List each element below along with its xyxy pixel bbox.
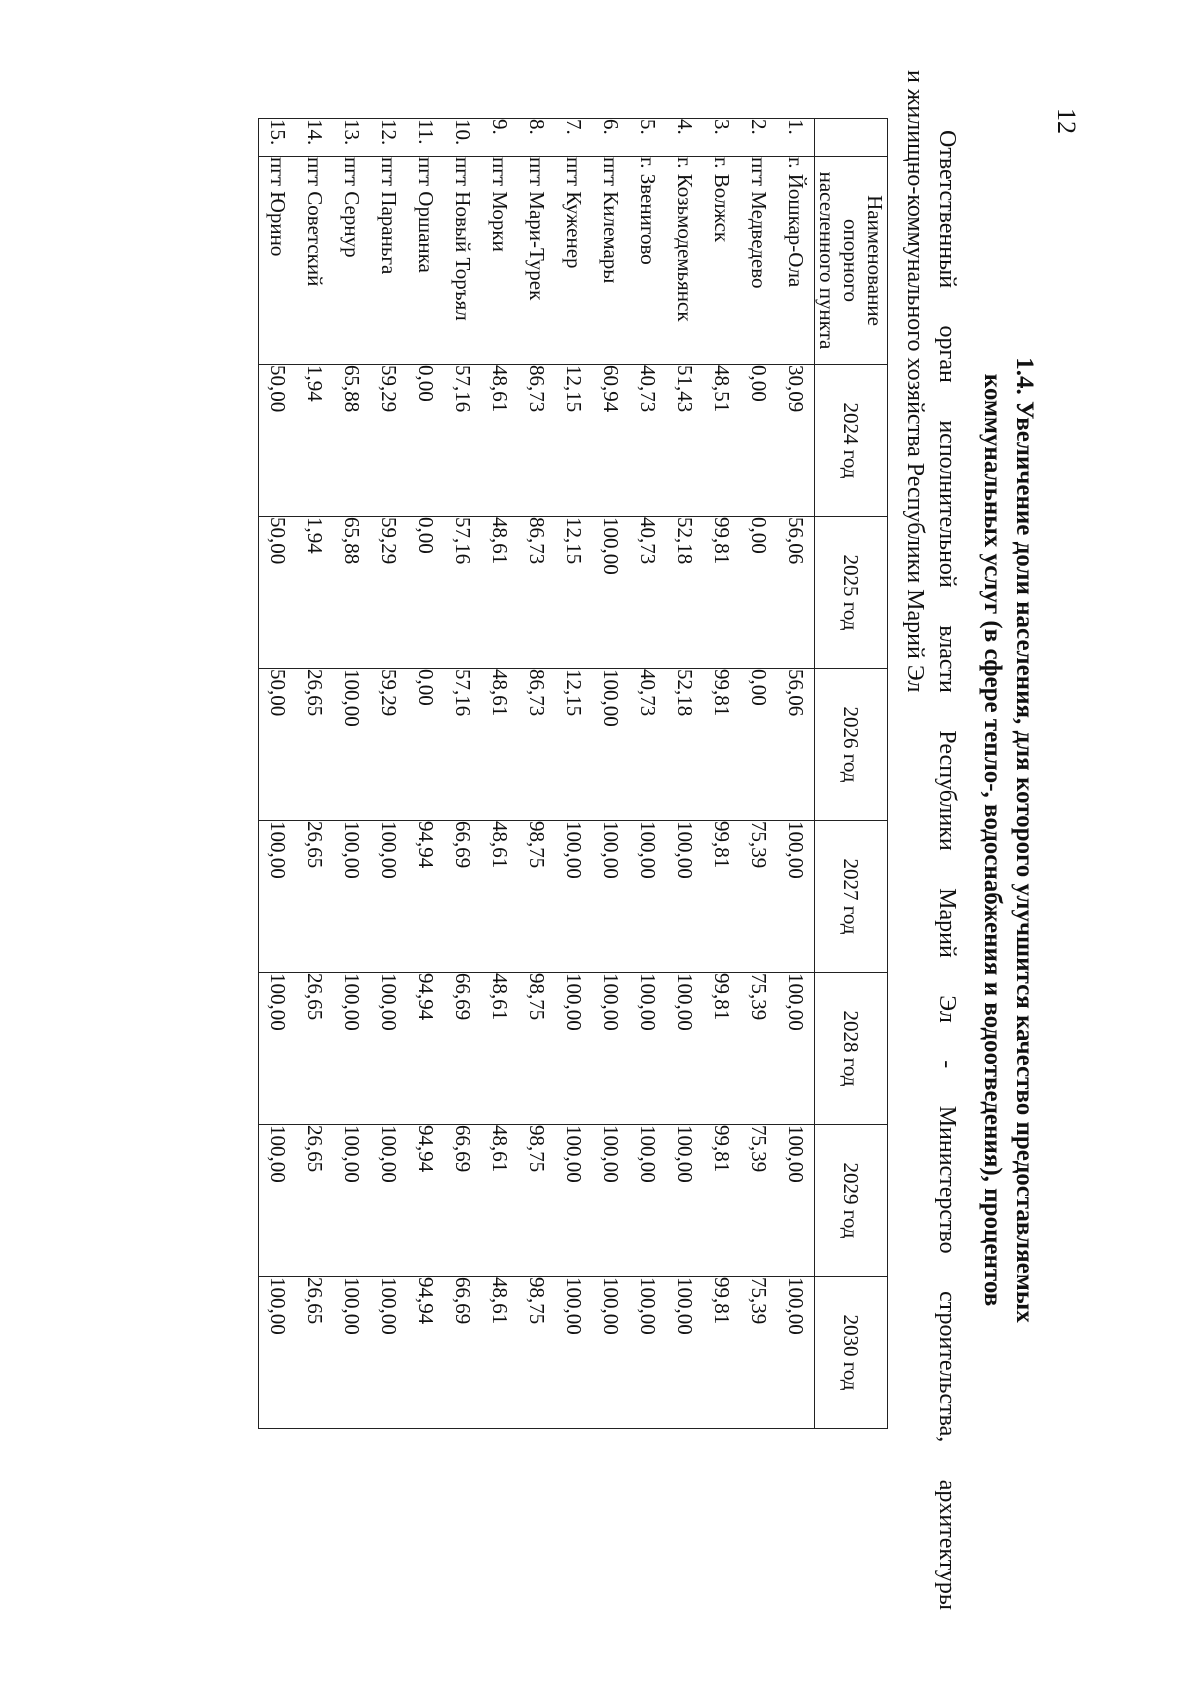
table-row <box>407 119 444 1429</box>
value-cell: 59,29 <box>370 669 407 821</box>
settlement-name: пгт Морки <box>481 157 518 365</box>
table-row <box>555 119 592 1429</box>
value-cell: 0,00 <box>407 365 444 517</box>
table-row <box>444 119 481 1429</box>
value-cell: 56,06 <box>777 517 815 669</box>
settlement-name: пгт Сернур <box>333 157 370 365</box>
value-cell: 100,00 <box>333 973 370 1125</box>
value-cell: 1,94 <box>296 517 333 669</box>
value-cell: 100,00 <box>629 973 666 1125</box>
row-number: 6. <box>592 119 629 157</box>
value-cell: 100,00 <box>592 669 629 821</box>
value-cell: 86,73 <box>518 669 555 821</box>
value-cell: 99,81 <box>703 1277 740 1429</box>
value-cell: 75,39 <box>740 973 777 1125</box>
value-cell: 52,18 <box>666 517 703 669</box>
value-cell: 100,00 <box>259 973 297 1125</box>
value-cell: 57,16 <box>444 669 481 821</box>
settlement-name: пгт Мари-Турек <box>518 157 555 365</box>
value-cell: 86,73 <box>518 517 555 669</box>
value-cell: 1,94 <box>296 365 333 517</box>
value-cell: 26,65 <box>296 1277 333 1429</box>
table-row <box>666 119 703 1429</box>
value-cell: 56,06 <box>777 669 815 821</box>
document-title-line-2: коммунальных услуг (в сфере тепло-, водоснабжения и водоотведения), процентов <box>979 373 1006 1307</box>
value-cell: 48,61 <box>481 1277 518 1429</box>
indicator-table <box>258 118 888 1429</box>
table-row <box>703 119 740 1429</box>
settlement-name: г. Йошкар-Ола <box>777 157 815 365</box>
value-cell: 100,00 <box>592 1125 629 1277</box>
value-cell: 100,00 <box>555 973 592 1125</box>
value-cell: 48,61 <box>481 669 518 821</box>
value-cell: 26,65 <box>296 821 333 973</box>
value-cell: 99,81 <box>703 517 740 669</box>
settlement-name: г. Волжск <box>703 157 740 365</box>
value-cell: 66,69 <box>444 1277 481 1429</box>
value-cell: 12,15 <box>555 365 592 517</box>
table-row <box>333 119 370 1429</box>
value-cell: 40,73 <box>629 669 666 821</box>
header-number <box>815 119 888 157</box>
table-row <box>296 119 333 1429</box>
header-year-2027: 2027 год <box>815 821 888 973</box>
value-cell: 26,65 <box>296 669 333 821</box>
value-cell: 100,00 <box>370 1125 407 1277</box>
value-cell: 100,00 <box>592 517 629 669</box>
value-cell: 75,39 <box>740 1125 777 1277</box>
value-cell: 48,61 <box>481 821 518 973</box>
value-cell: 100,00 <box>777 1125 815 1277</box>
row-number: 5. <box>629 119 666 157</box>
value-cell: 65,88 <box>333 517 370 669</box>
table-body <box>259 119 815 1429</box>
value-cell: 100,00 <box>555 821 592 973</box>
value-cell: 50,00 <box>259 365 297 517</box>
header-year-2029: 2029 год <box>815 1125 888 1277</box>
value-cell: 40,73 <box>629 517 666 669</box>
row-number: 9. <box>481 119 518 157</box>
value-cell: 66,69 <box>444 821 481 973</box>
value-cell: 86,73 <box>518 365 555 517</box>
row-number: 1. <box>777 119 815 157</box>
value-cell: 94,94 <box>407 1125 444 1277</box>
settlement-name: пгт Медведево <box>740 157 777 365</box>
settlement-name: г. Звенигово <box>629 157 666 365</box>
value-cell: 59,29 <box>370 365 407 517</box>
value-cell: 26,65 <box>296 1125 333 1277</box>
row-number: 3. <box>703 119 740 157</box>
table-row <box>370 119 407 1429</box>
header-name-line-2: населенного пункта <box>815 171 839 350</box>
value-cell: 100,00 <box>629 1125 666 1277</box>
table-row <box>259 119 297 1429</box>
row-number: 7. <box>555 119 592 157</box>
table-row <box>481 119 518 1429</box>
settlement-name: пгт Куженер <box>555 157 592 365</box>
value-cell: 100,00 <box>370 973 407 1125</box>
value-cell: 57,16 <box>444 517 481 669</box>
value-cell: 98,75 <box>518 1277 555 1429</box>
value-cell: 100,00 <box>777 1277 815 1429</box>
value-cell: 0,00 <box>407 669 444 821</box>
value-cell: 0,00 <box>740 517 777 669</box>
row-number: 11. <box>407 119 444 157</box>
value-cell: 100,00 <box>592 1277 629 1429</box>
row-number: 12. <box>370 119 407 157</box>
value-cell: 98,75 <box>518 1125 555 1277</box>
value-cell: 75,39 <box>740 1277 777 1429</box>
header-year-2024: 2024 год <box>815 365 888 517</box>
value-cell: 66,69 <box>444 1125 481 1277</box>
value-cell: 12,15 <box>555 517 592 669</box>
row-number: 2. <box>740 119 777 157</box>
value-cell: 99,81 <box>703 821 740 973</box>
value-cell: 60,94 <box>592 365 629 517</box>
value-cell: 100,00 <box>370 821 407 973</box>
value-cell: 99,81 <box>703 1125 740 1277</box>
settlement-name: пгт Новый Торъял <box>444 157 481 365</box>
header-year-2026: 2026 год <box>815 669 888 821</box>
value-cell: 48,61 <box>481 973 518 1125</box>
value-cell: 100,00 <box>333 821 370 973</box>
header-name <box>815 157 888 365</box>
table-row <box>740 119 777 1429</box>
settlement-name: пгт Килемары <box>592 157 629 365</box>
value-cell: 100,00 <box>666 821 703 973</box>
settlement-name: пгт Параньга <box>370 157 407 365</box>
value-cell: 100,00 <box>777 973 815 1125</box>
value-cell: 100,00 <box>259 1277 297 1429</box>
header-name-line-1: Наименование опорного <box>839 195 887 326</box>
header-year-2025: 2025 год <box>815 517 888 669</box>
value-cell: 65,88 <box>333 365 370 517</box>
value-cell: 100,00 <box>259 821 297 973</box>
row-number: 14. <box>296 119 333 157</box>
rotated-page-content <box>266 70 1040 1610</box>
value-cell: 75,39 <box>740 821 777 973</box>
value-cell: 100,00 <box>333 1125 370 1277</box>
value-cell: 52,18 <box>666 669 703 821</box>
value-cell: 50,00 <box>259 517 297 669</box>
row-number: 13. <box>333 119 370 157</box>
value-cell: 100,00 <box>555 1125 592 1277</box>
responsible-line-2: и жилищно-коммунального хозяйства Республики Марий Эл <box>902 70 928 693</box>
value-cell: 30,09 <box>777 365 815 517</box>
table-row <box>629 119 666 1429</box>
table-header-row <box>815 119 888 1429</box>
row-number: 10. <box>444 119 481 157</box>
value-cell: 48,61 <box>481 1125 518 1277</box>
value-cell: 0,00 <box>407 517 444 669</box>
settlement-name: пгт Оршанка <box>407 157 444 365</box>
header-year-2030: 2030 год <box>815 1277 888 1429</box>
settlement-name: пгт Юрино <box>259 157 297 365</box>
page-number: 12 <box>1052 108 1081 134</box>
value-cell: 0,00 <box>740 669 777 821</box>
value-cell: 100,00 <box>333 1277 370 1429</box>
value-cell: 94,94 <box>407 973 444 1125</box>
value-cell: 98,75 <box>518 821 555 973</box>
value-cell: 48,61 <box>481 365 518 517</box>
value-cell: 94,94 <box>407 1277 444 1429</box>
value-cell: 100,00 <box>259 1125 297 1277</box>
value-cell: 100,00 <box>333 669 370 821</box>
value-cell: 12,15 <box>555 669 592 821</box>
value-cell: 59,29 <box>370 517 407 669</box>
document-title-line-1: 1.4. Увеличение доли населения, для которого улучшится качество предоставляемых <box>1011 357 1038 1323</box>
value-cell: 40,73 <box>629 365 666 517</box>
value-cell: 100,00 <box>629 821 666 973</box>
responsible-line-1: Ответственный орган исполнительной власти Республики Марий Эл - Министерство строительства, архитектуры <box>934 130 960 1610</box>
value-cell: 100,00 <box>592 821 629 973</box>
value-cell: 57,16 <box>444 365 481 517</box>
value-cell: 66,69 <box>444 973 481 1125</box>
row-number: 15. <box>259 119 297 157</box>
value-cell: 100,00 <box>777 821 815 973</box>
row-number: 4. <box>666 119 703 157</box>
value-cell: 0,00 <box>740 365 777 517</box>
header-year-2028: 2028 год <box>815 973 888 1125</box>
table-row <box>518 119 555 1429</box>
value-cell: 99,81 <box>703 669 740 821</box>
value-cell: 100,00 <box>666 1125 703 1277</box>
table-row <box>777 119 815 1429</box>
value-cell: 51,43 <box>666 365 703 517</box>
value-cell: 100,00 <box>666 973 703 1125</box>
value-cell: 98,75 <box>518 973 555 1125</box>
value-cell: 48,61 <box>481 517 518 669</box>
table-row <box>592 119 629 1429</box>
value-cell: 50,00 <box>259 669 297 821</box>
value-cell: 100,00 <box>629 1277 666 1429</box>
value-cell: 100,00 <box>370 1277 407 1429</box>
value-cell: 100,00 <box>592 973 629 1125</box>
row-number: 8. <box>518 119 555 157</box>
value-cell: 100,00 <box>555 1277 592 1429</box>
value-cell: 94,94 <box>407 821 444 973</box>
settlement-name: г. Козьмодемьянск <box>666 157 703 365</box>
value-cell: 100,00 <box>666 1277 703 1429</box>
settlement-name: пгт Советский <box>296 157 333 365</box>
value-cell: 48,51 <box>703 365 740 517</box>
value-cell: 26,65 <box>296 973 333 1125</box>
value-cell: 99,81 <box>703 973 740 1125</box>
